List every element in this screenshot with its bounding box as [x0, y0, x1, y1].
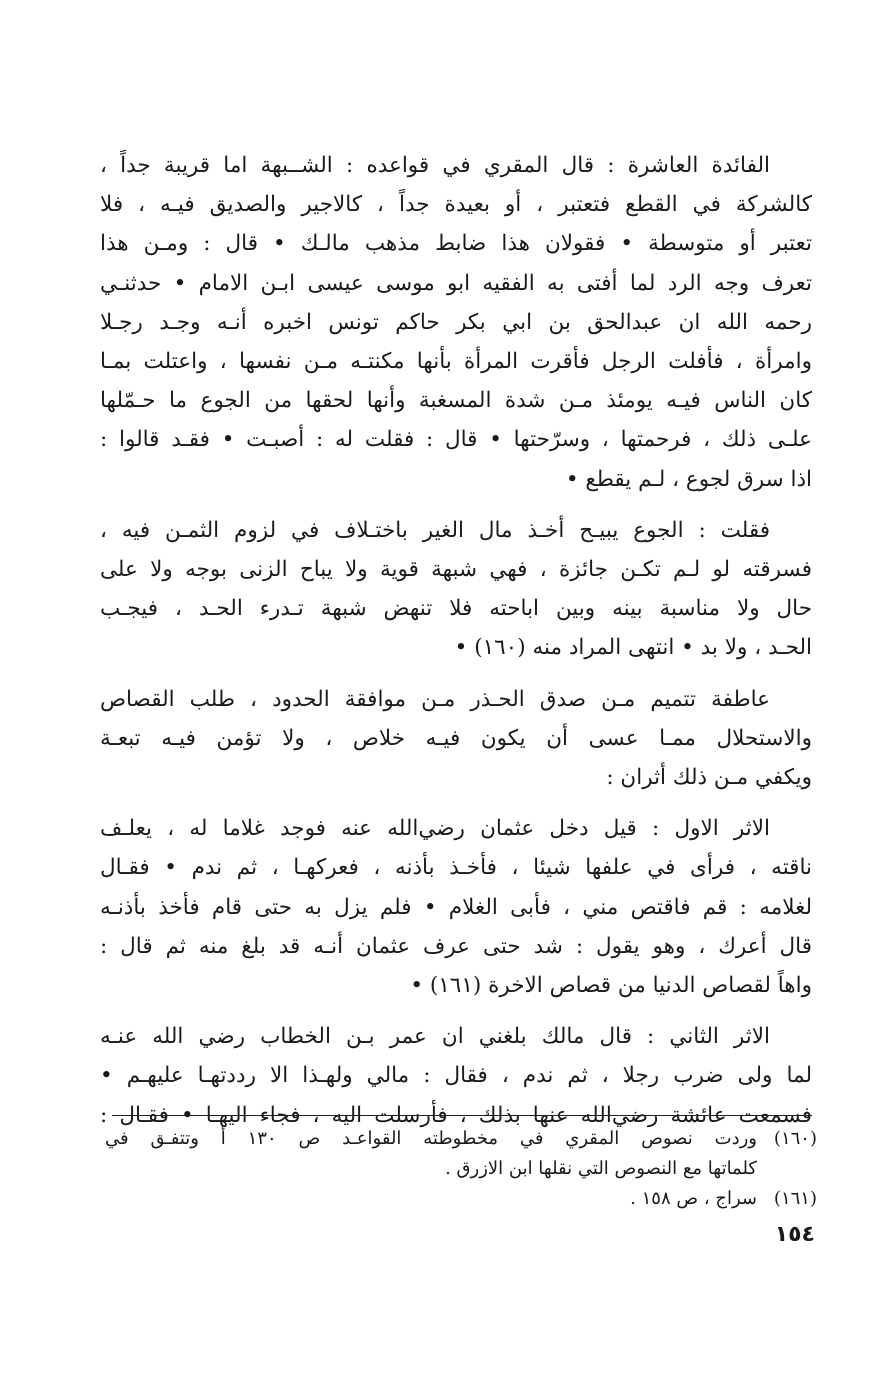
footnote-line: وردت نصوص المقري في مخطوطته القواعـد ص ١٣٠ أ وتتفـق في	[105, 1128, 757, 1149]
text-line: عاطفة تتميم مـن صدق الحـذر مـن موافقة الحدود ، طلب القصاص	[100, 686, 770, 712]
footnote-text	[105, 1184, 757, 1214]
text-line: كالشركة في القطع فتعتبر ، أو بعيدة جداً ، كالاجير والصديق فيـه ، فلا	[100, 192, 812, 218]
text-line: فسرقته لو لـم تكـن جائزة ، فهي شبهة قوية ولا يباح الزنى بوجه ولا على	[100, 557, 812, 583]
text-line: ويكفي مـن ذلك أثران :	[606, 765, 812, 791]
paragraph-4	[100, 809, 812, 1005]
footnote-number: (١٦٠)	[773, 1128, 817, 1149]
paragraph-3	[100, 680, 812, 798]
footnote-text	[105, 1124, 757, 1184]
footnote-161	[105, 1184, 817, 1214]
text-line: تعرف وجه الرد لما أفتى به الفقيه ابو موسى عيسى ابـن الامام • حدثنـي	[100, 270, 812, 296]
text-line: تعتبر أو متوسطة • فقولان هذا ضابط مذهب مالـك • قال : ومـن هذا	[100, 231, 812, 257]
text-line: علـى ذلك ، فرحمتها ، وسرّحتها • قال : فقلت له : أصبـت • فقـد قالوا :	[100, 427, 812, 453]
text-line: اذا سرق لجوع ، لـم يقطع •	[565, 466, 812, 492]
text-line: والاستحلال ممـا عسى أن يكون فيـه خلاص ، ولا تؤمن فيـه تبعـة	[100, 725, 812, 751]
footnote-line: سراج ، ص ١٥٨ .	[630, 1188, 757, 1209]
paragraph-1	[100, 146, 812, 499]
text-line: الحـد ، ولا بد • انتهى المراد منه (١٦٠) •	[454, 635, 812, 661]
paragraph-2	[100, 511, 812, 668]
text-line: لما ولى ضرب رجلا ، ثم ندم ، فقال : مالي ولهـذا الا رددتهـا عليهـم •	[100, 1063, 812, 1089]
text-line: وامرأة ، فأفلت الرجل فأقرت المرأة بأنها مكنتـه مـن نفسها ، واعتلت بمـا	[100, 349, 812, 375]
main-text	[100, 146, 812, 1135]
text-line: لغلامه : قم فاقتص مني ، فأبى الغلام • فلم يزل به حتى قام فأخذ بأذنـه	[100, 894, 812, 920]
text-line: ناقته ، فرأى في علفها شيئا ، فأخـذ بأذنه ، فعركهـا ، ثم ندم • فقـال	[100, 855, 812, 881]
text-line: قال أعرك ، وهو يقول : شد حتى عرف عثمان أنـه قد بلغ منه ثم قال :	[100, 933, 812, 959]
footnote-160	[105, 1124, 817, 1184]
footnote-divider	[112, 1115, 812, 1116]
text-line: كان الناس فيـه يومئذ مـن شدة المسغبة وأنها لحقها من الجوع ما حـمّلها	[100, 388, 812, 414]
footnote-number: (١٦١)	[773, 1188, 817, 1209]
text-line: فسمعت عائشة رضي‌الله عنها بذلك ، فأرسلت اليه ، فجاء اليهـا • فقـال :	[100, 1102, 812, 1128]
text-line: واهاً لقصاص الدنيا من قصاص الاخرة (١٦١) •	[410, 973, 812, 999]
footnote-line: كلماتها مع النصوص التي نقلها ابن الازرق .	[445, 1158, 757, 1179]
footnotes	[105, 1124, 817, 1214]
text-line: حال ولا مناسبة بينه وبين اباحته فلا تنهض شبهة تـدرء الحـد ، فيجـب	[100, 596, 812, 622]
text-line: الاثر الاول : قيل دخل عثمان رضي‌الله عنه فوجد غلاما له ، يعلـف	[100, 816, 770, 842]
text-line: فقلت : الجوع يبيـح أخـذ مال الغير باختـلاف في لزوم الثمـن فيه ،	[100, 517, 770, 543]
text-line: الفائدة العاشرة : قال المقري في قواعده : الشــبهة اما قريبة جداً ،	[100, 153, 770, 178]
page-number: ١٥٤	[774, 1222, 815, 1247]
text-line: الاثر الثاني : قال مالك بلغني ان عمر بـن الخطاب رضي الله عنـه	[100, 1024, 770, 1050]
paragraph-5	[100, 1017, 812, 1135]
text-line: رحمه الله ان عبدالحق بن ابي بكر حاكم تونس اخبره أنـه وجـد رجـلا	[100, 309, 812, 335]
